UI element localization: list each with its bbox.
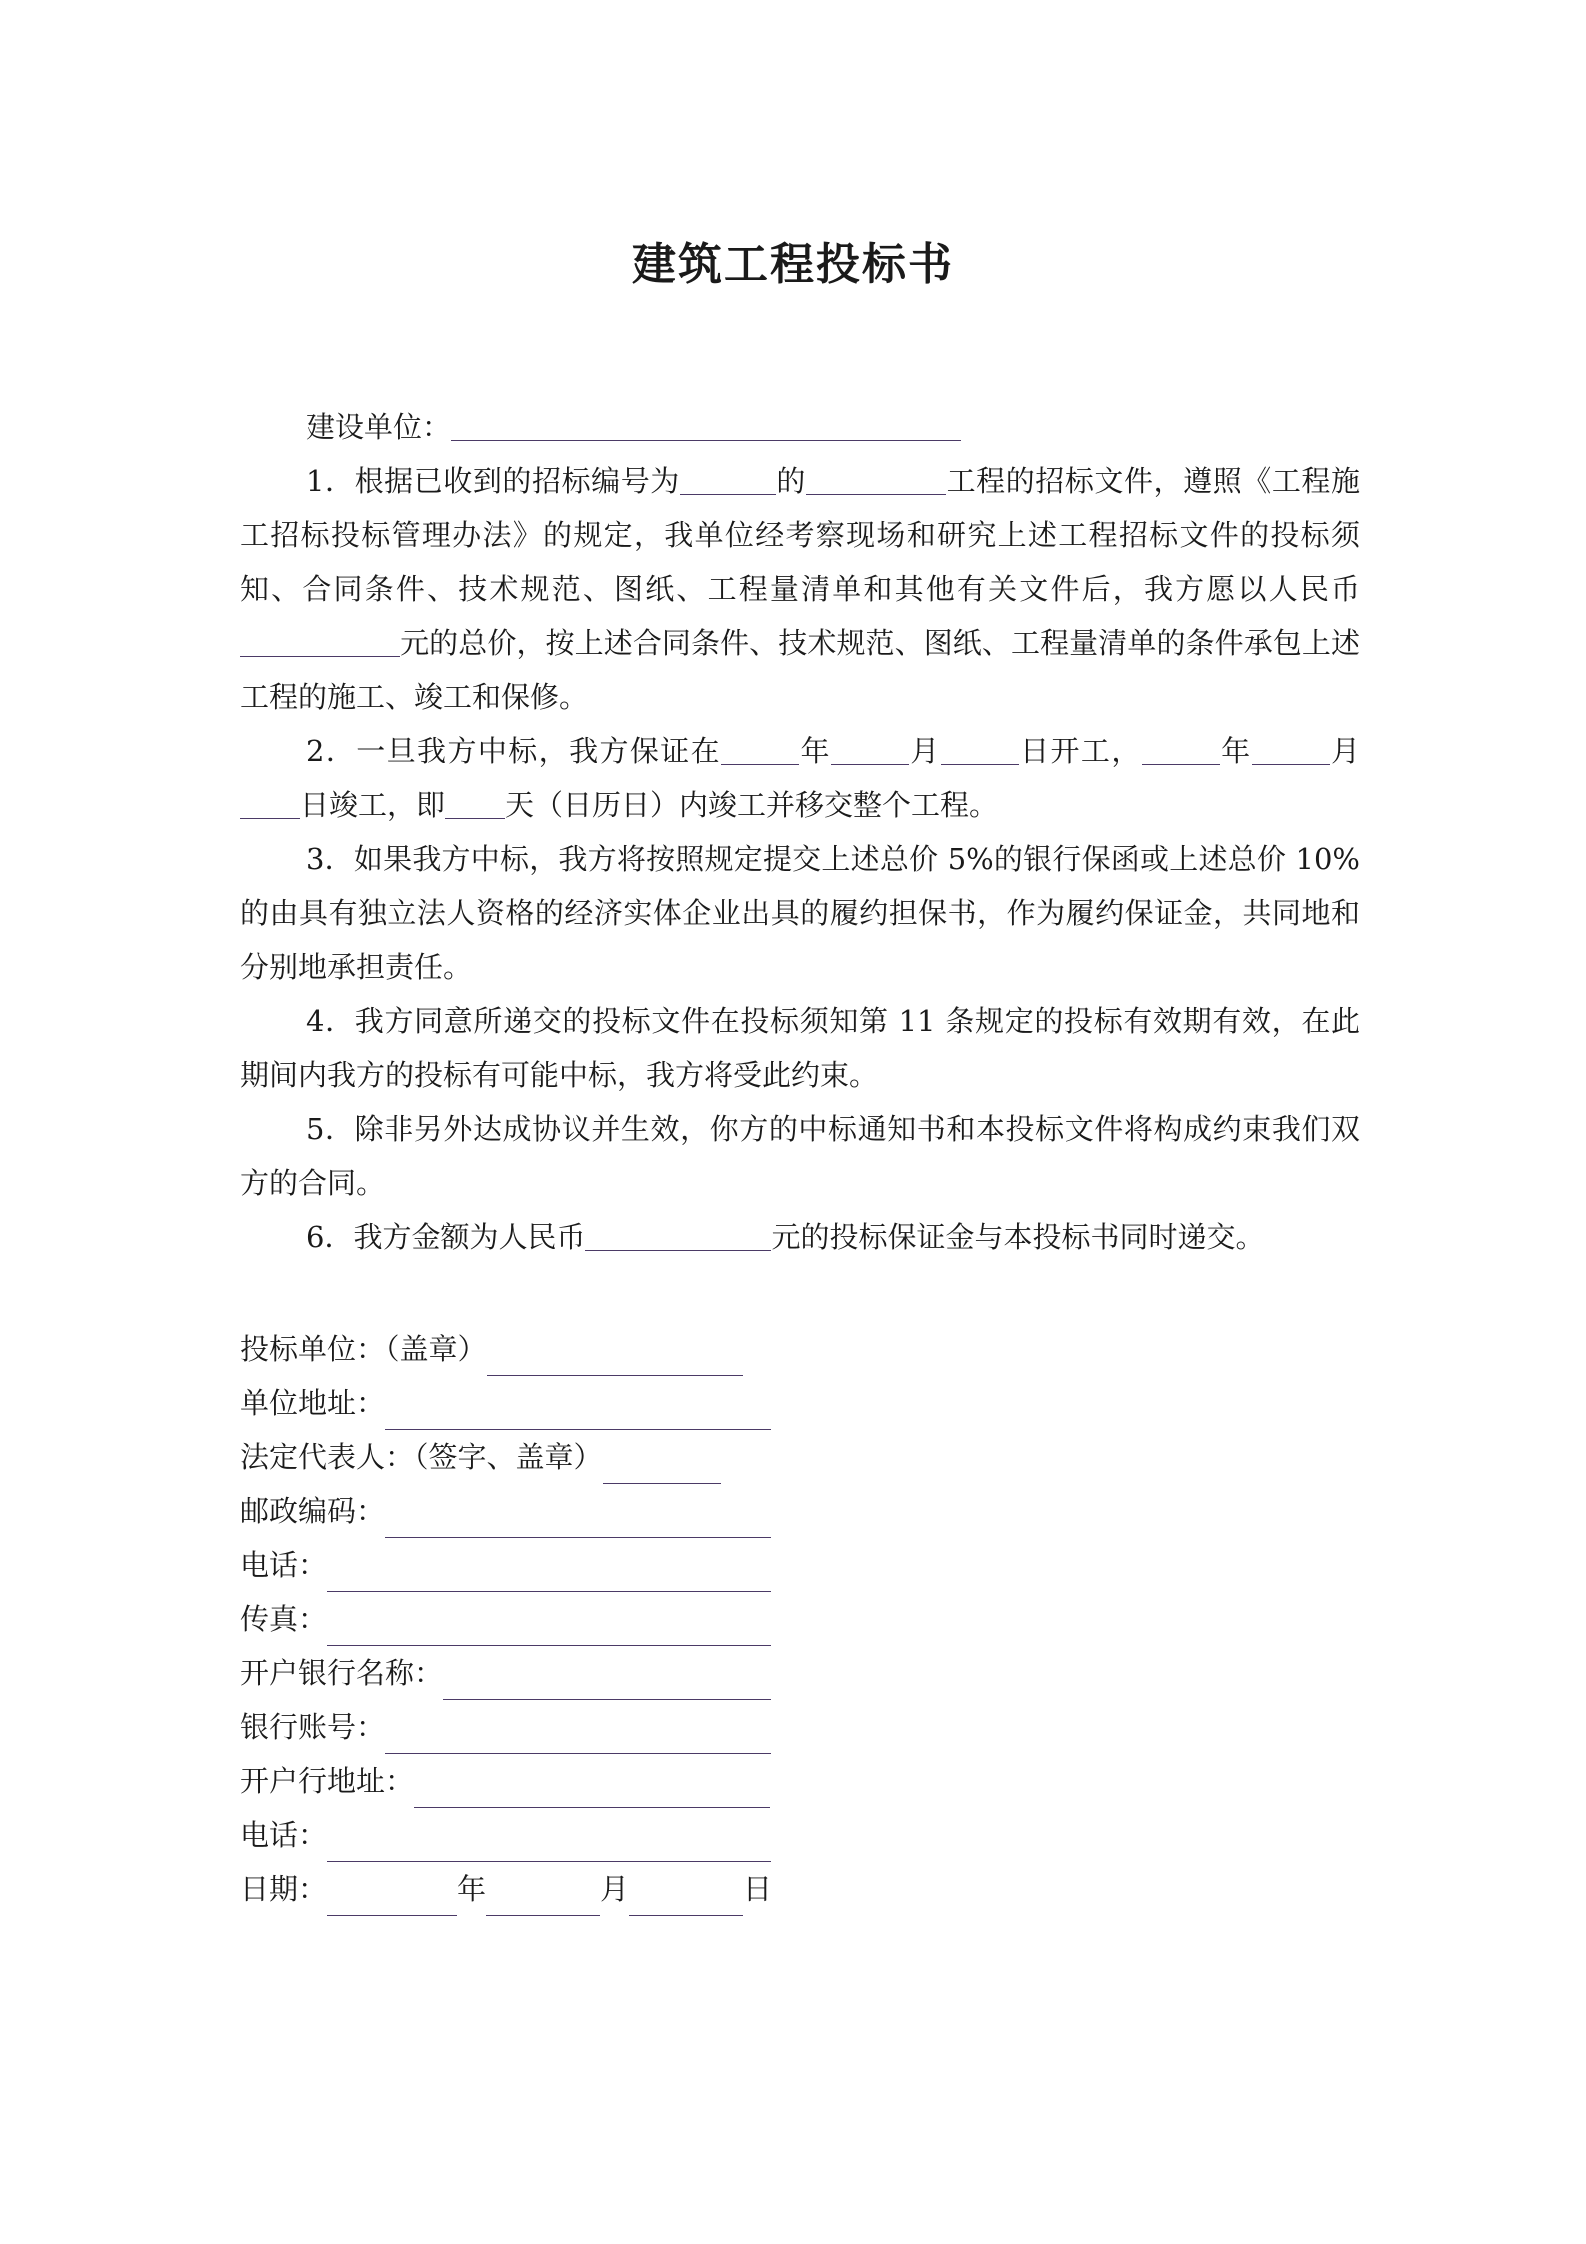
p6-text-a: 6．我方金额为人民币 xyxy=(306,1220,586,1254)
end-year-blank[interactable] xyxy=(1142,734,1220,765)
duration-days-blank[interactable] xyxy=(445,788,505,819)
bank-phone-label: 电话： xyxy=(240,1818,328,1852)
tender-number-blank[interactable] xyxy=(680,464,776,495)
end-day-blank[interactable] xyxy=(240,788,300,819)
form-row-bank-address xyxy=(240,1754,772,1808)
fax-blank[interactable] xyxy=(327,1611,771,1646)
bidder-blank[interactable] xyxy=(487,1341,743,1376)
bank-phone-blank[interactable] xyxy=(327,1827,771,1862)
paragraph-3: 3．如果我方中标，我方将按照规定提交上述总价 5%的银行保函或上述总价 10%的由具有独立法人资格的经济实体企业出具的履约担保书，作为履约保证金，共同地和分别地承担责任。 xyxy=(240,842,1360,984)
bank-name-blank[interactable] xyxy=(443,1665,771,1700)
paragraph-1 xyxy=(240,454,1360,724)
start-day-blank[interactable] xyxy=(941,734,1019,765)
date-year-label: 年 xyxy=(457,1872,487,1906)
p2-text-f: 月 xyxy=(1329,734,1360,768)
client-line xyxy=(240,400,1360,454)
date-year-blank[interactable] xyxy=(327,1881,457,1916)
p1-text-a: 1．根据已收到的招标编号为 xyxy=(306,464,680,498)
p1-text-d: 元的总价，按上述合同条件、技术规范、图纸、工程量清单的条件承包上述工程的施工、竣工和保修。 xyxy=(240,626,1360,714)
p2-text-a: 2．一旦我方中标，我方保证在 xyxy=(306,734,722,768)
p2-text-h: 天（日历日）内竣工并移交整个工程。 xyxy=(505,788,999,822)
date-label: 日期： xyxy=(240,1872,328,1906)
legal-rep-label: 法定代表人：（签字、盖章） xyxy=(240,1440,603,1474)
form-row-legal-rep xyxy=(240,1430,772,1484)
p6-text-b: 元的投标保证金与本投标书同时递交。 xyxy=(771,1220,1265,1254)
end-month-blank[interactable] xyxy=(1252,734,1330,765)
phone-label: 电话： xyxy=(240,1548,328,1582)
paragraph-4: 4．我方同意所递交的投标文件在投标须知第 11 条规定的投标有效期有效，在此期间内我方的投标有可能中标，我方将受此约束。 xyxy=(240,1004,1360,1092)
paragraph-5: 5．除非另外达成协议并生效，你方的中标通知书和本投标文件将构成约束我们双方的合同。 xyxy=(240,1112,1360,1200)
bid-letter-body xyxy=(240,400,1360,1264)
paragraph-6 xyxy=(240,1210,1360,1264)
form-row-bank-phone xyxy=(240,1808,772,1862)
bidder-label: 投标单位：（盖章） xyxy=(240,1332,487,1366)
project-name-blank[interactable] xyxy=(806,464,946,495)
postcode-blank[interactable] xyxy=(385,1503,771,1538)
bank-address-blank[interactable] xyxy=(414,1773,770,1808)
date-day-label: 日 xyxy=(743,1872,773,1906)
date-month-blank[interactable] xyxy=(486,1881,600,1916)
paragraph-2 xyxy=(240,724,1360,832)
bank-account-blank[interactable] xyxy=(385,1719,771,1754)
form-row-bank-account xyxy=(240,1700,772,1754)
form-row-address xyxy=(240,1376,772,1430)
form-row-bank-name xyxy=(240,1646,772,1700)
p2-text-g: 日竣工，即 xyxy=(300,788,446,822)
form-row-bidder xyxy=(240,1322,772,1376)
form-row-fax xyxy=(240,1592,772,1646)
fax-label: 传真： xyxy=(240,1602,328,1636)
form-row-date xyxy=(240,1862,772,1916)
address-blank[interactable] xyxy=(385,1395,771,1430)
bid-bond-amount-blank[interactable] xyxy=(585,1220,771,1251)
bank-account-label: 银行账号： xyxy=(240,1710,386,1744)
bank-address-label: 开户行地址： xyxy=(240,1764,415,1798)
start-year-blank[interactable] xyxy=(721,734,799,765)
date-month-label: 月 xyxy=(600,1872,630,1906)
phone-blank[interactable] xyxy=(327,1557,771,1592)
document-title: 建筑工程投标书 xyxy=(632,239,954,290)
start-month-blank[interactable] xyxy=(831,734,909,765)
date-day-blank[interactable] xyxy=(629,1881,743,1916)
bank-name-label: 开户银行名称： xyxy=(240,1656,444,1690)
p1-text-c: 工程的招标文件，遵照《工程施工招标投标管理办法》的规定，我单位经考察现场和研究上述工程招标文件的投标须知、合同条件、技术规范、图纸、工程量清单和其他有关文件后，我方愿以人民币 xyxy=(240,464,1360,606)
p1-text-b: 的 xyxy=(775,464,806,498)
total-price-blank[interactable] xyxy=(240,626,400,657)
postcode-label: 邮政编码： xyxy=(240,1494,386,1528)
address-label: 单位地址： xyxy=(240,1386,386,1420)
bidder-info-form xyxy=(240,1322,772,1916)
form-row-phone xyxy=(240,1538,772,1592)
client-blank[interactable] xyxy=(451,410,961,441)
client-label: 建设单位： xyxy=(306,410,452,444)
p2-text-e: 年 xyxy=(1219,734,1252,768)
p2-text-d: 日开工， xyxy=(1018,734,1142,768)
legal-rep-blank[interactable] xyxy=(603,1449,721,1484)
p2-text-c: 月 xyxy=(908,734,941,768)
form-row-postcode xyxy=(240,1484,772,1538)
p2-text-b: 年 xyxy=(799,734,831,768)
